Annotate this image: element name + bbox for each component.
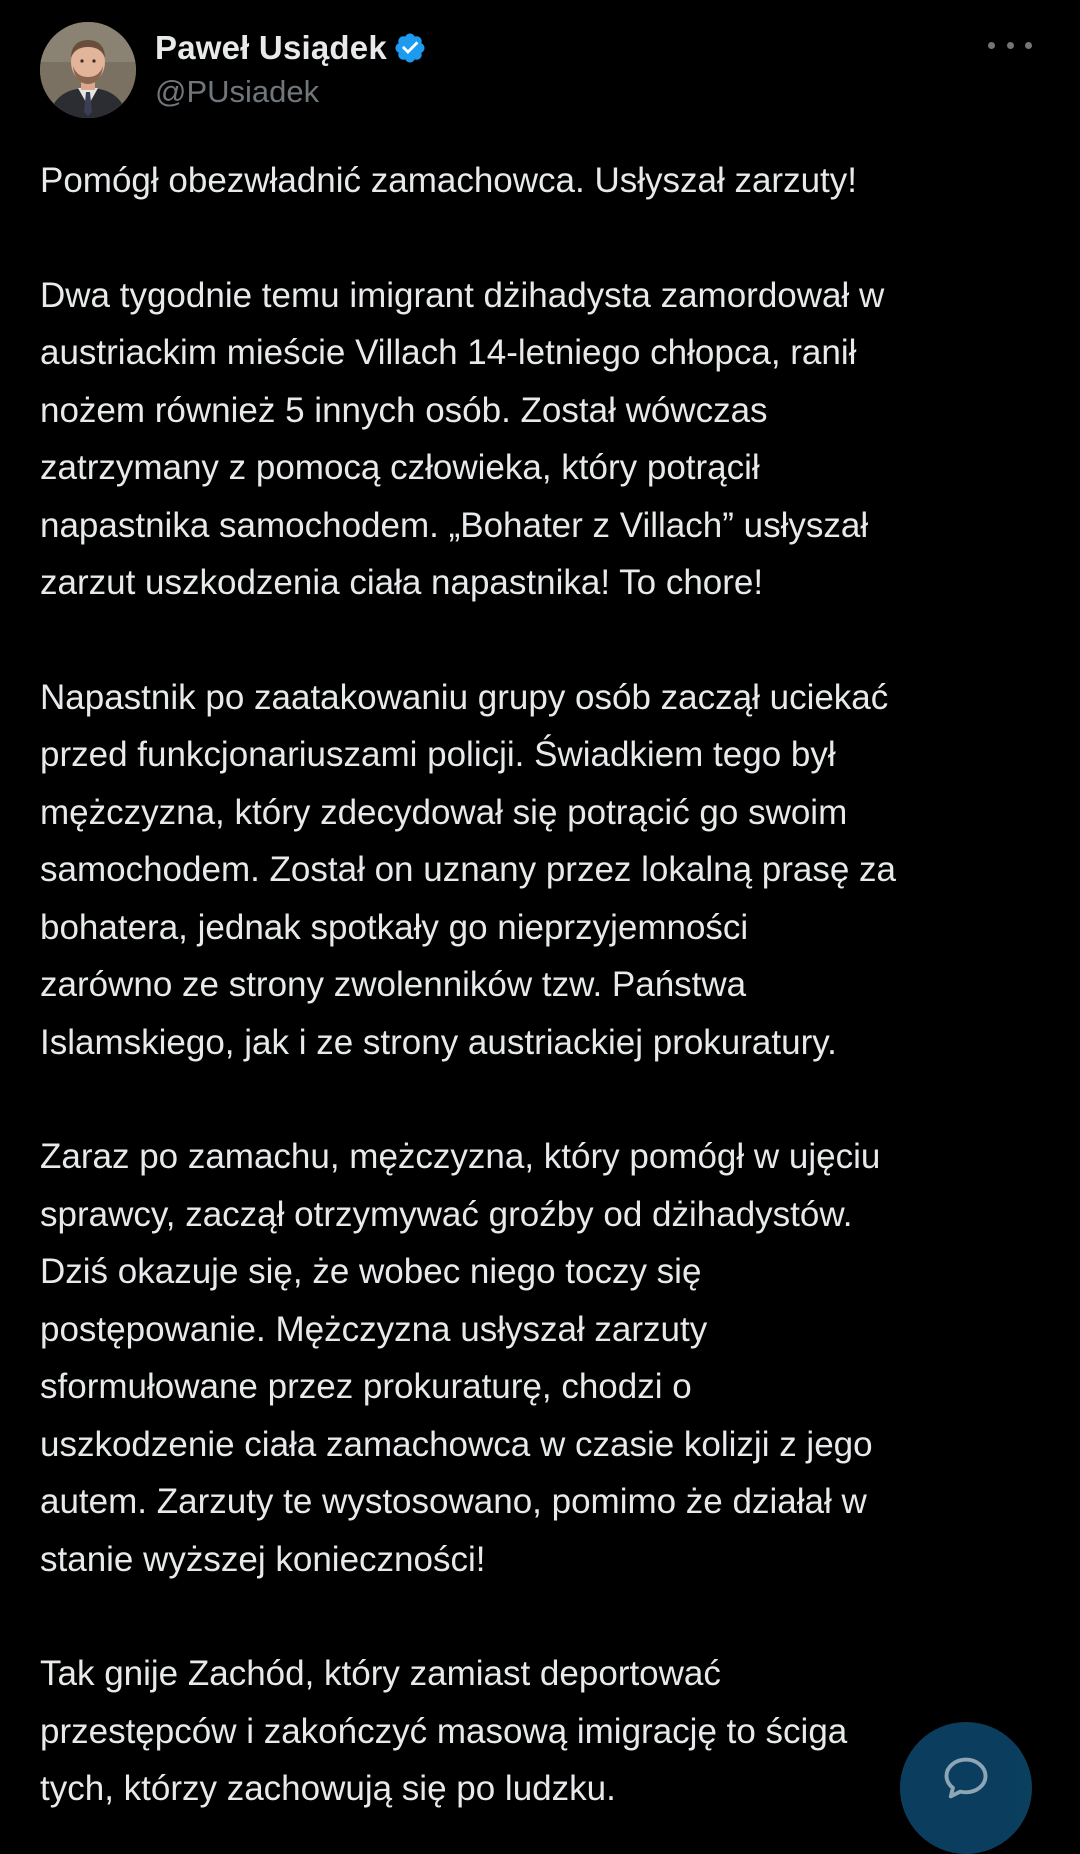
post-text <box>40 152 1050 1818</box>
post-header <box>40 22 1040 122</box>
post-paragraph-3: Napastnik po zaatakowaniu grupy osób zaczął uciekać przed funkcjonariuszami policji. Świadkiem tego był mężczyzna, który zdecydował się potrącić go swoim samochodem. Został on uznany przez lokalną prasę za bohatera, jednak spotkały go nieprzyjemności zarówno ze strony zwolenników tzw. Państwa Islamskiego, jak i ze strony austriackiej prokuratury. <box>40 677 897 1062</box>
display-name-row <box>155 26 427 70</box>
more-options-icon[interactable] <box>988 30 1032 60</box>
author-display-name[interactable]: Paweł Usiądek <box>155 29 387 66</box>
author-info <box>155 26 427 110</box>
post-paragraph-2: Dwa tygodnie temu imigrant dżihadysta zamordował w austriackim mieście Villach 14-letniego chłopca, ranił nożem również 5 innych osób. Został wówczas zatrzymany z pomocą człowieka, który potrącił napastnika samochodem. „Bohater z Villach” usłyszał zarzut uszkodzenia ciała napastnika! To chore! <box>40 275 885 602</box>
author-handle[interactable]: @PUsiadek <box>155 74 320 109</box>
avatar-photo-icon <box>40 22 136 118</box>
reply-fab-button[interactable] <box>900 1722 1032 1854</box>
verified-badge-icon[interactable] <box>393 31 427 65</box>
more-dot <box>1007 42 1014 49</box>
post-paragraph-1: Pomógł obezwładnić zamachowca. Usłyszał zarzuty! <box>40 161 857 200</box>
author-avatar[interactable] <box>40 22 136 118</box>
more-dot <box>1025 42 1032 49</box>
post-paragraph-5: Tak gnije Zachód, który zamiast deportować przestępców i zakończyć masową imigrację to ściga tych, którzy zachowują się po ludzku. <box>40 1654 848 1808</box>
post-paragraph-4: Zaraz po zamachu, mężczyzna, który pomógł w ujęciu sprawcy, zaczął otrzymywać groźby od dżihadystów. Dziś okazuje się, że wobec niego toczy się postępowanie. Mężczyzna usłyszał zarzuty sformułowane przez prokuraturę, chodzi o uszkodzenie ciała zamachowca w czasie kolizji z jego autem. Zarzuty te wystosowano, pomimo że działał w stanie wyższej konieczności! <box>40 1137 881 1579</box>
more-dot <box>988 42 995 49</box>
reply-chat-bubble-icon <box>940 1752 992 1804</box>
